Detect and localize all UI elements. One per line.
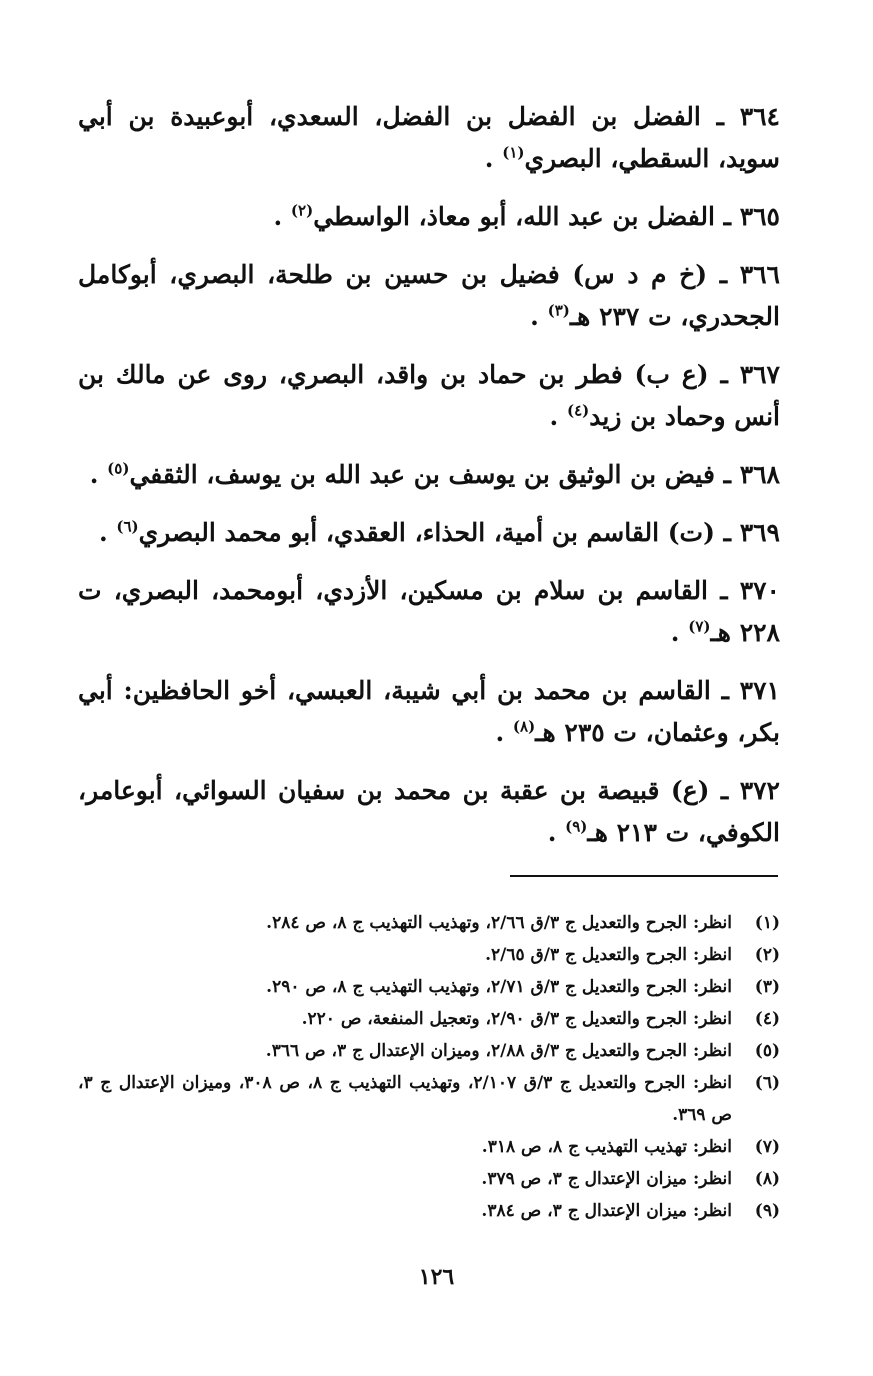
footnote-number: (٨): [754, 1169, 780, 1189]
footnote-number: (٦): [754, 1073, 780, 1093]
entry-end: .: [670, 618, 689, 647]
footnote-item: [78, 1067, 780, 1131]
footnote-number: (٧): [754, 1137, 780, 1157]
footnotes-section: [78, 907, 780, 1227]
entry-separator: ـ: [720, 776, 729, 805]
entry-separator: ـ: [720, 360, 728, 389]
biography-entry: [78, 454, 780, 496]
footnote-item: [78, 971, 780, 1003]
biography-entry: [78, 196, 780, 238]
footnote-number: (٤): [754, 1009, 780, 1029]
entry-separator: ـ: [723, 518, 731, 547]
entry-separator: ـ: [721, 676, 729, 705]
entry-text: فيض بن الوثيق بن يوسف بن عبد الله بن يوسف، الثقفي: [129, 460, 715, 489]
entry-number: ٣٦٤: [739, 102, 780, 131]
entry-number: ٣٧١: [739, 676, 780, 705]
entry-text: القاسم بن سلام بن مسكين، الأزدي، أبومحمد، البصري، ت ٢٢٨ هـ: [78, 576, 780, 647]
entry-text: (خ م د س) فضيل بن حسين بن طلحة، البصري، أبوكامل الجحدري، ت ٢٣٧ هـ: [78, 260, 780, 331]
footnote-text: انظر: الجرح والتعديل ج ٣/ق ٢/٦٥.: [485, 945, 732, 965]
footnote-ref[interactable]: (٢): [290, 201, 314, 220]
footnote-item: [78, 939, 780, 971]
footnote-text: انظر: الجرح والتعديل ج ٣/ق ٢/٦٦، وتهذيب التهذيب ج ٨، ص ٢٨٤.: [266, 913, 732, 933]
footnote-text: انظر: الجرح والتعديل ج ٣/ق ٢/٨٨، وميزان الإعتدال ج ٣، ص ٣٦٦.: [265, 1041, 732, 1061]
footnote-ref[interactable]: (٨): [512, 717, 536, 736]
entry-number: ٣٧٢: [739, 776, 780, 805]
footnote-number: (٥): [754, 1041, 780, 1061]
entry-end: .: [89, 460, 108, 489]
entry-text: الفضل بن عبد الله، أبو معاذ، الواسطي: [313, 202, 715, 231]
footnote-text: انظر: الجرح والتعديل ج ٣/ق ٢/٩٠، وتعجيل المنفعة، ص ٢٢٠.: [301, 1009, 732, 1029]
footnote-ref[interactable]: (٤): [566, 401, 590, 420]
entry-number: ٣٦٩: [739, 518, 780, 547]
entry-end: .: [495, 718, 513, 747]
entry-text: (ع) قبيصة بن عقبة بن محمد بن سفيان السوائي، أبوعامر، الكوفي، ت ٢١٣ هـ: [78, 776, 780, 847]
footnote-text: انظر: ميزان الإعتدال ج ٣، ص ٣٧٩.: [481, 1169, 732, 1189]
footnote-number: (١): [754, 913, 780, 933]
entry-end: .: [530, 302, 548, 331]
biography-entries: [78, 96, 780, 870]
entry-end: .: [98, 518, 117, 547]
footnote-ref[interactable]: (٧): [688, 617, 711, 636]
footnote-text: انظر: الجرح والتعديل ج ٣/ق ٢/٧١، وتهذيب التهذيب ج ٨، ص ٢٩٠.: [266, 977, 732, 997]
entry-number: ٣٦٦: [739, 260, 780, 289]
biography-entry: [78, 670, 780, 754]
footnote-text: انظر: تهذيب التهذيب ج ٨، ص ٣١٨.: [481, 1137, 732, 1157]
entry-text: القاسم بن محمد بن أبي شيبة، العبسي، أخو الحافظين: أبي بكر، وعثمان، ت ٢٣٥ هـ: [78, 676, 780, 747]
entry-number: ٣٦٧: [739, 360, 780, 389]
entry-end: .: [549, 402, 567, 431]
entry-text: (ع ب) فطر بن حماد بن واقد، البصري، روى عن مالك بن أنس وحماد بن زيد: [78, 360, 780, 431]
footnote-ref[interactable]: (٥): [107, 459, 130, 478]
entry-separator: ـ: [720, 576, 728, 605]
entry-end: .: [547, 818, 566, 847]
entry-end: .: [484, 144, 503, 173]
footnote-ref[interactable]: (٩): [565, 817, 588, 836]
entry-number: ٣٦٥: [739, 202, 780, 231]
biography-entry: [78, 254, 780, 338]
footnote-number: (٢): [754, 945, 780, 965]
footnote-item: [78, 1131, 780, 1163]
footnote-text: انظر: ميزان الإعتدال ج ٣، ص ٣٨٤.: [481, 1201, 732, 1221]
footnote-ref[interactable]: (٦): [116, 517, 139, 536]
biography-entry: [78, 570, 780, 654]
footnote-number: (٣): [754, 977, 780, 997]
entry-separator: ـ: [719, 260, 728, 289]
page-number: ١٢٦: [418, 1264, 455, 1290]
footnote-item: [78, 1003, 780, 1035]
biography-entry: [78, 96, 780, 180]
footnote-text: انظر: الجرح والتعديل ج ٣/ق ٢/١٠٧، وتهذيب التهذيب ج ٨، ص ٣٠٨، وميزان الإعتدال ج ٣، ص ٣٦٩.: [78, 1073, 732, 1125]
footnote-ref[interactable]: (١): [502, 143, 525, 162]
footnote-ref[interactable]: (٣): [547, 301, 570, 320]
footnote-divider: [510, 875, 778, 877]
biography-entry: [78, 770, 780, 854]
entry-separator: ـ: [716, 102, 724, 131]
entry-end: .: [273, 202, 291, 231]
footnote-item: [78, 907, 780, 939]
entry-separator: ـ: [723, 202, 731, 231]
entry-text: (ت) القاسم بن أمية، الحذاء، العقدي، أبو محمد البصري: [138, 518, 715, 547]
footnote-item: [78, 1163, 780, 1195]
entry-text: الفضل بن الفضل بن الفضل، السعدي، أبوعبيدة بن أبي سويد، السقطي، البصري: [78, 102, 780, 173]
entry-separator: ـ: [723, 460, 731, 489]
footnote-number: (٩): [754, 1201, 780, 1221]
biography-entry: [78, 354, 780, 438]
footnote-item: [78, 1195, 780, 1227]
entry-number: ٣٧٠: [739, 576, 780, 605]
entry-number: ٣٦٨: [739, 460, 780, 489]
biography-entry: [78, 512, 780, 554]
footnote-item: [78, 1035, 780, 1067]
